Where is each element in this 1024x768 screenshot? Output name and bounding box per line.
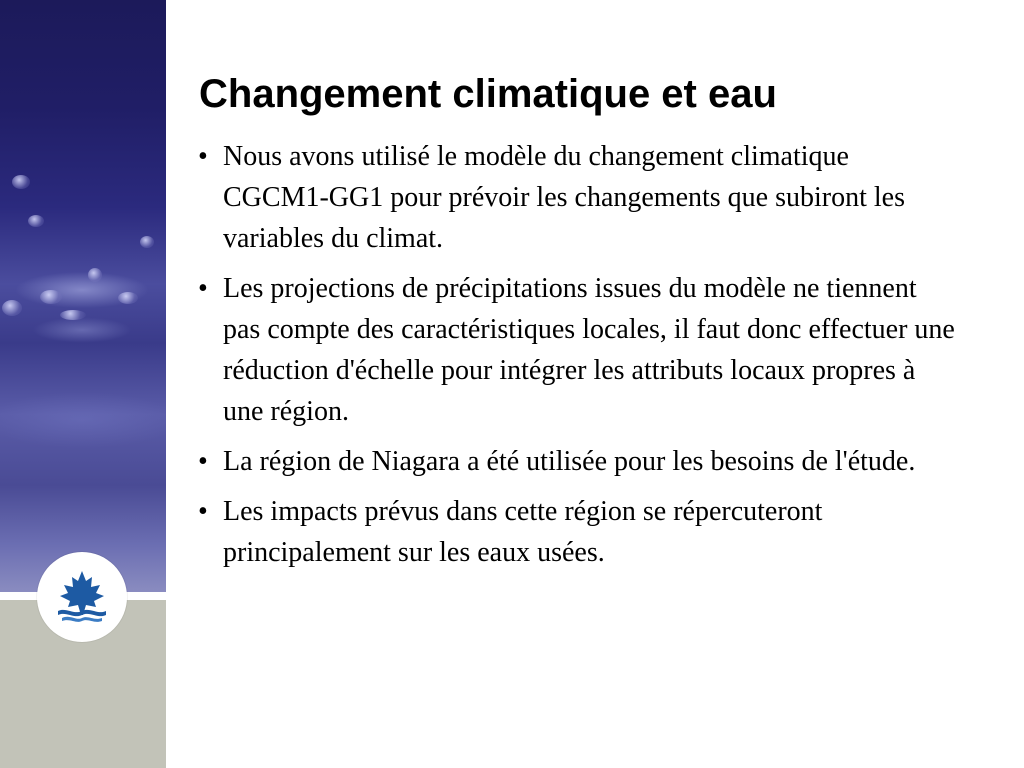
droplet bbox=[28, 215, 44, 227]
bullet-text: Nous avons utilisé le modèle du changement climatique CGCM1-GG1 pour prévoir les changements que subiront les variables du climat. bbox=[223, 141, 905, 254]
side-panel bbox=[0, 0, 166, 768]
droplet bbox=[140, 236, 154, 248]
bullet-icon: • bbox=[198, 273, 208, 304]
logo bbox=[37, 552, 127, 642]
droplet bbox=[12, 175, 30, 189]
list-item bbox=[198, 268, 958, 432]
bullet-text: La région de Niagara a été utilisée pour les besoins de l'étude. bbox=[223, 446, 916, 477]
droplet bbox=[2, 300, 22, 316]
bullet-list bbox=[198, 136, 958, 582]
droplet bbox=[40, 290, 62, 304]
bullet-text: Les projections de précipitations issues du modèle ne tiennent pas compte des caractéristiques locales, il faut donc effectuer une réduction d'échelle pour intégrer les attributs locaux propres à une région. bbox=[223, 273, 955, 427]
list-item bbox=[198, 441, 958, 482]
droplet bbox=[118, 292, 138, 304]
list-item bbox=[198, 136, 958, 259]
droplet bbox=[88, 268, 102, 282]
bullet-icon: • bbox=[198, 446, 208, 477]
maple-leaf-water-icon bbox=[50, 565, 114, 629]
slide-title: Changement climatique et eau bbox=[199, 72, 777, 116]
water-splash-image bbox=[0, 0, 166, 592]
bullet-icon: • bbox=[198, 496, 208, 527]
list-item bbox=[198, 491, 958, 573]
bullet-text: Les impacts prévus dans cette région se répercuteront principalement sur les eaux usées. bbox=[223, 496, 823, 568]
droplet bbox=[60, 310, 86, 320]
bullet-icon: • bbox=[198, 141, 208, 172]
